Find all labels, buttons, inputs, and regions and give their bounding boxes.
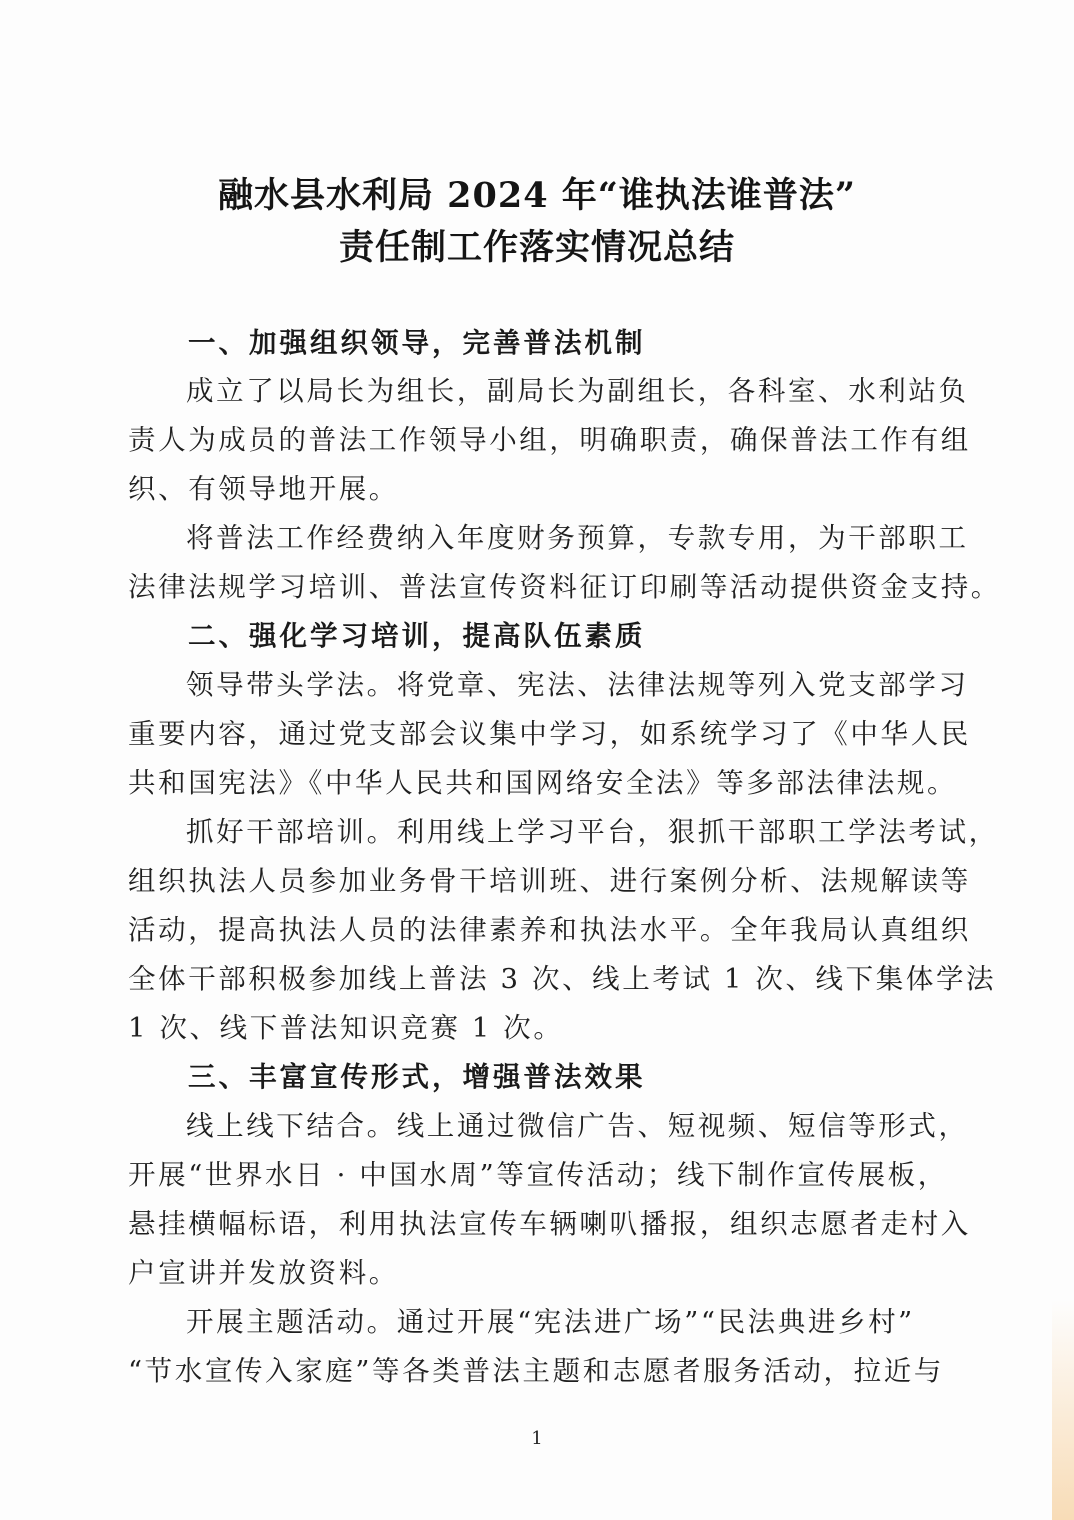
body-line: 织、有领导地开展。 (128, 473, 399, 505)
document-title-line-1: 融水县水利局 2024 年“谁执法谁普法” (217, 175, 857, 216)
body-line: 将普法工作经费纳入年度财务预算，专款专用，为干部职工 (186, 522, 969, 554)
body-line: 开展“世界水日 · 中国水周”等宣传活动；线下制作宣传展板， (128, 1159, 948, 1191)
body-line: 成立了以局长为组长，副局长为副组长，各科室、水利站负 (186, 375, 969, 407)
body-line: 开展主题活动。通过开展“宪法进广场”“民法典进乡村” (186, 1306, 915, 1338)
section-heading-2: 二、强化学习培训，提高队伍素质 (188, 620, 646, 652)
document-title-line-2: 责任制工作落实情况总结 (338, 227, 735, 268)
body-line: “节水宣传入家庭”等各类普法主题和志愿者服务活动，拉近与 (128, 1355, 944, 1387)
body-line: 全体干部积极参加线上普法 3 次、线上考试 1 次、线下集体学法 (128, 963, 997, 995)
body-line: 线上线下结合。线上通过微信广告、短视频、短信等形式， (186, 1110, 969, 1142)
body-line: 户宣讲并发放资料。 (128, 1257, 399, 1289)
body-line: 组织执法人员参加业务骨干培训班、进行案例分析、法规解读等 (128, 865, 971, 897)
body-line: 悬挂横幅标语，利用执法宣传车辆喇叭播报，组织志愿者走村入 (128, 1208, 971, 1240)
body-line: 抓好干部培训。利用线上学习平台，狠抓干部职工学法考试， (186, 816, 999, 848)
body-line: 领导带头学法。将党章、宪法、法律法规等列入党支部学习 (186, 669, 969, 701)
scan-edge-stain (1052, 1300, 1074, 1520)
page-number: 1 (531, 1428, 543, 1449)
body-line: 1 次、线下普法知识竞赛 1 次。 (128, 1012, 564, 1044)
body-line: 责人为成员的普法工作领导小组，明确职责，确保普法工作有组 (128, 424, 971, 456)
body-line: 活动，提高执法人员的法律素养和执法水平。全年我局认真组织 (128, 914, 971, 946)
body-line: 重要内容，通过党支部会议集中学习，如系统学习了《中华人民 (128, 718, 971, 750)
section-heading-1: 一、加强组织领导，完善普法机制 (188, 327, 646, 359)
body-line: 共和国宪法》《中华人民共和国网络安全法》等多部法律法规。 (128, 767, 958, 799)
body-line: 法律法规学习培训、普法宣传资料征订印刷等活动提供资金支持。 (128, 571, 1001, 603)
section-heading-3: 三、丰富宣传形式，增强普法效果 (188, 1061, 646, 1093)
